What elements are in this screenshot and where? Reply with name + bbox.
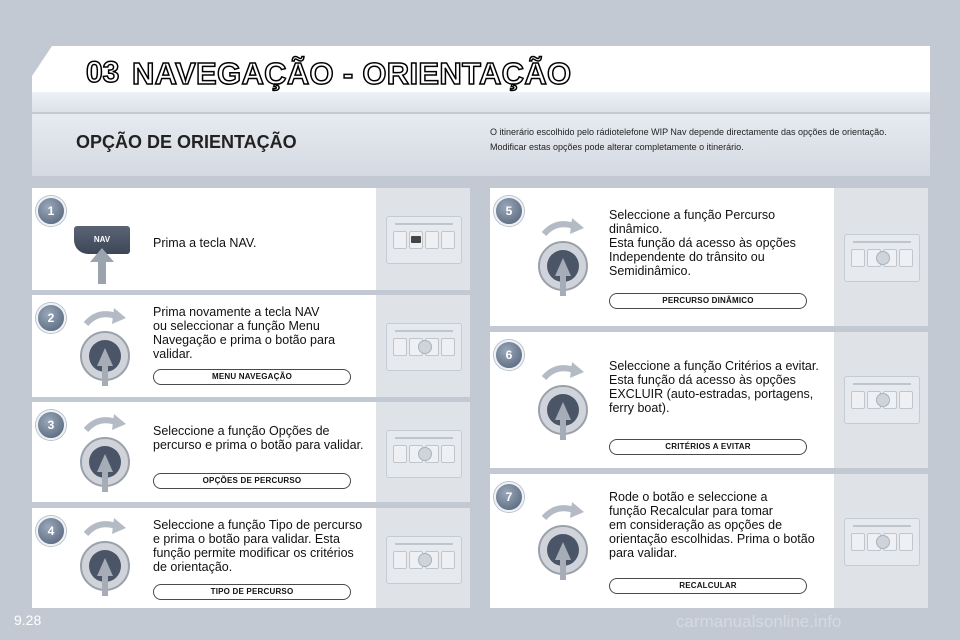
radio-device-image bbox=[834, 188, 928, 326]
radio-device-image bbox=[834, 332, 928, 468]
step-text-3: Seleccione a função Opções de percurso e prima o botão para validar. bbox=[153, 424, 364, 452]
step-text-4: Seleccione a função Tipo de percurso e prima o botão para validar. Esta função permite modificar os critérios de orientação. bbox=[153, 518, 363, 574]
rotary-knob-icon bbox=[534, 500, 592, 582]
step-badge-1: 1 bbox=[36, 196, 66, 226]
radio-device-image bbox=[376, 295, 470, 397]
page-number: 9.28 bbox=[14, 612, 42, 628]
rotary-knob-icon bbox=[534, 216, 592, 298]
intro-line: O itinerário escolhido pelo rádiotelefone WIP Nav depende directamente das opções de orientação. bbox=[490, 127, 887, 137]
step-text-5: Seleccione a função Percurso dinâmico. Esta função dá acesso às opções Independente do trânsito ou Semidinâmico. bbox=[609, 208, 796, 278]
section-title: OPÇÃO DE ORIENTAÇÃO bbox=[76, 132, 297, 152]
radio-unit-icon bbox=[844, 518, 920, 566]
step-text-1: Prima a tecla NAV. bbox=[153, 236, 257, 250]
step-badge-6: 6 bbox=[494, 340, 524, 370]
radio-unit-icon bbox=[386, 216, 462, 264]
radio-unit-icon bbox=[844, 376, 920, 424]
radio-device-image bbox=[376, 508, 470, 608]
step-badge-7: 7 bbox=[494, 482, 524, 512]
menu-button-recalcular[interactable]: RECALCULAR bbox=[609, 578, 807, 594]
radio-device-image bbox=[376, 188, 470, 290]
step-text-7: Rode o botão e seleccione a função Recalcular para tomar em consideração as opções de orientação escolhidas. Prima o botão para validar. bbox=[609, 490, 815, 560]
page-title: NAVEGAÇÃO - ORIENTAÇÃO bbox=[132, 56, 572, 91]
step-text-2: Prima novamente a tecla NAV ou seleccionar a função Menu Navegação e prima o botão para validar. bbox=[153, 305, 336, 361]
radio-device-image bbox=[376, 402, 470, 502]
step-badge-5: 5 bbox=[494, 196, 524, 226]
chapter-number: 03 bbox=[86, 56, 120, 89]
intro-line: Modificar estas opções pode alterar completamente o itinerário. bbox=[490, 142, 744, 152]
menu-button-menu-navegacao[interactable]: MENU NAVEGAÇÃO bbox=[153, 369, 351, 385]
menu-button-tipo-de-percurso[interactable]: TIPO DE PERCURSO bbox=[153, 584, 351, 600]
step-text-6: Seleccione a função Critérios a evitar. Esta função dá acesso às opções EXCLUIR (auto-estradas, portagens, ferry boat). bbox=[609, 359, 819, 415]
menu-button-percurso-dinamico[interactable]: PERCURSO DINÂMICO bbox=[609, 293, 807, 309]
menu-button-criterios-a-evitar[interactable]: CRITÉRIOS A EVITAR bbox=[609, 439, 807, 455]
radio-unit-icon bbox=[386, 536, 462, 584]
radio-unit-icon bbox=[844, 234, 920, 282]
rotary-knob-icon bbox=[534, 360, 592, 442]
step-badge-4: 4 bbox=[36, 516, 66, 546]
nav-key-icon: NAV bbox=[74, 226, 130, 254]
intro-text bbox=[490, 125, 920, 155]
rotary-knob-icon bbox=[76, 516, 134, 598]
press-arrow-icon bbox=[88, 248, 116, 284]
radio-device-image bbox=[834, 474, 928, 608]
watermark: carmanualsonline.info bbox=[676, 612, 842, 631]
rotary-knob-icon bbox=[76, 306, 134, 388]
step-badge-2: 2 bbox=[36, 303, 66, 333]
radio-unit-icon bbox=[386, 430, 462, 478]
step-badge-3: 3 bbox=[36, 410, 66, 440]
header-decoration bbox=[32, 92, 930, 112]
radio-unit-icon bbox=[386, 323, 462, 371]
rotary-knob-icon bbox=[76, 412, 134, 494]
menu-button-opcoes-de-percurso[interactable]: OPÇÕES DE PERCURSO bbox=[153, 473, 351, 489]
